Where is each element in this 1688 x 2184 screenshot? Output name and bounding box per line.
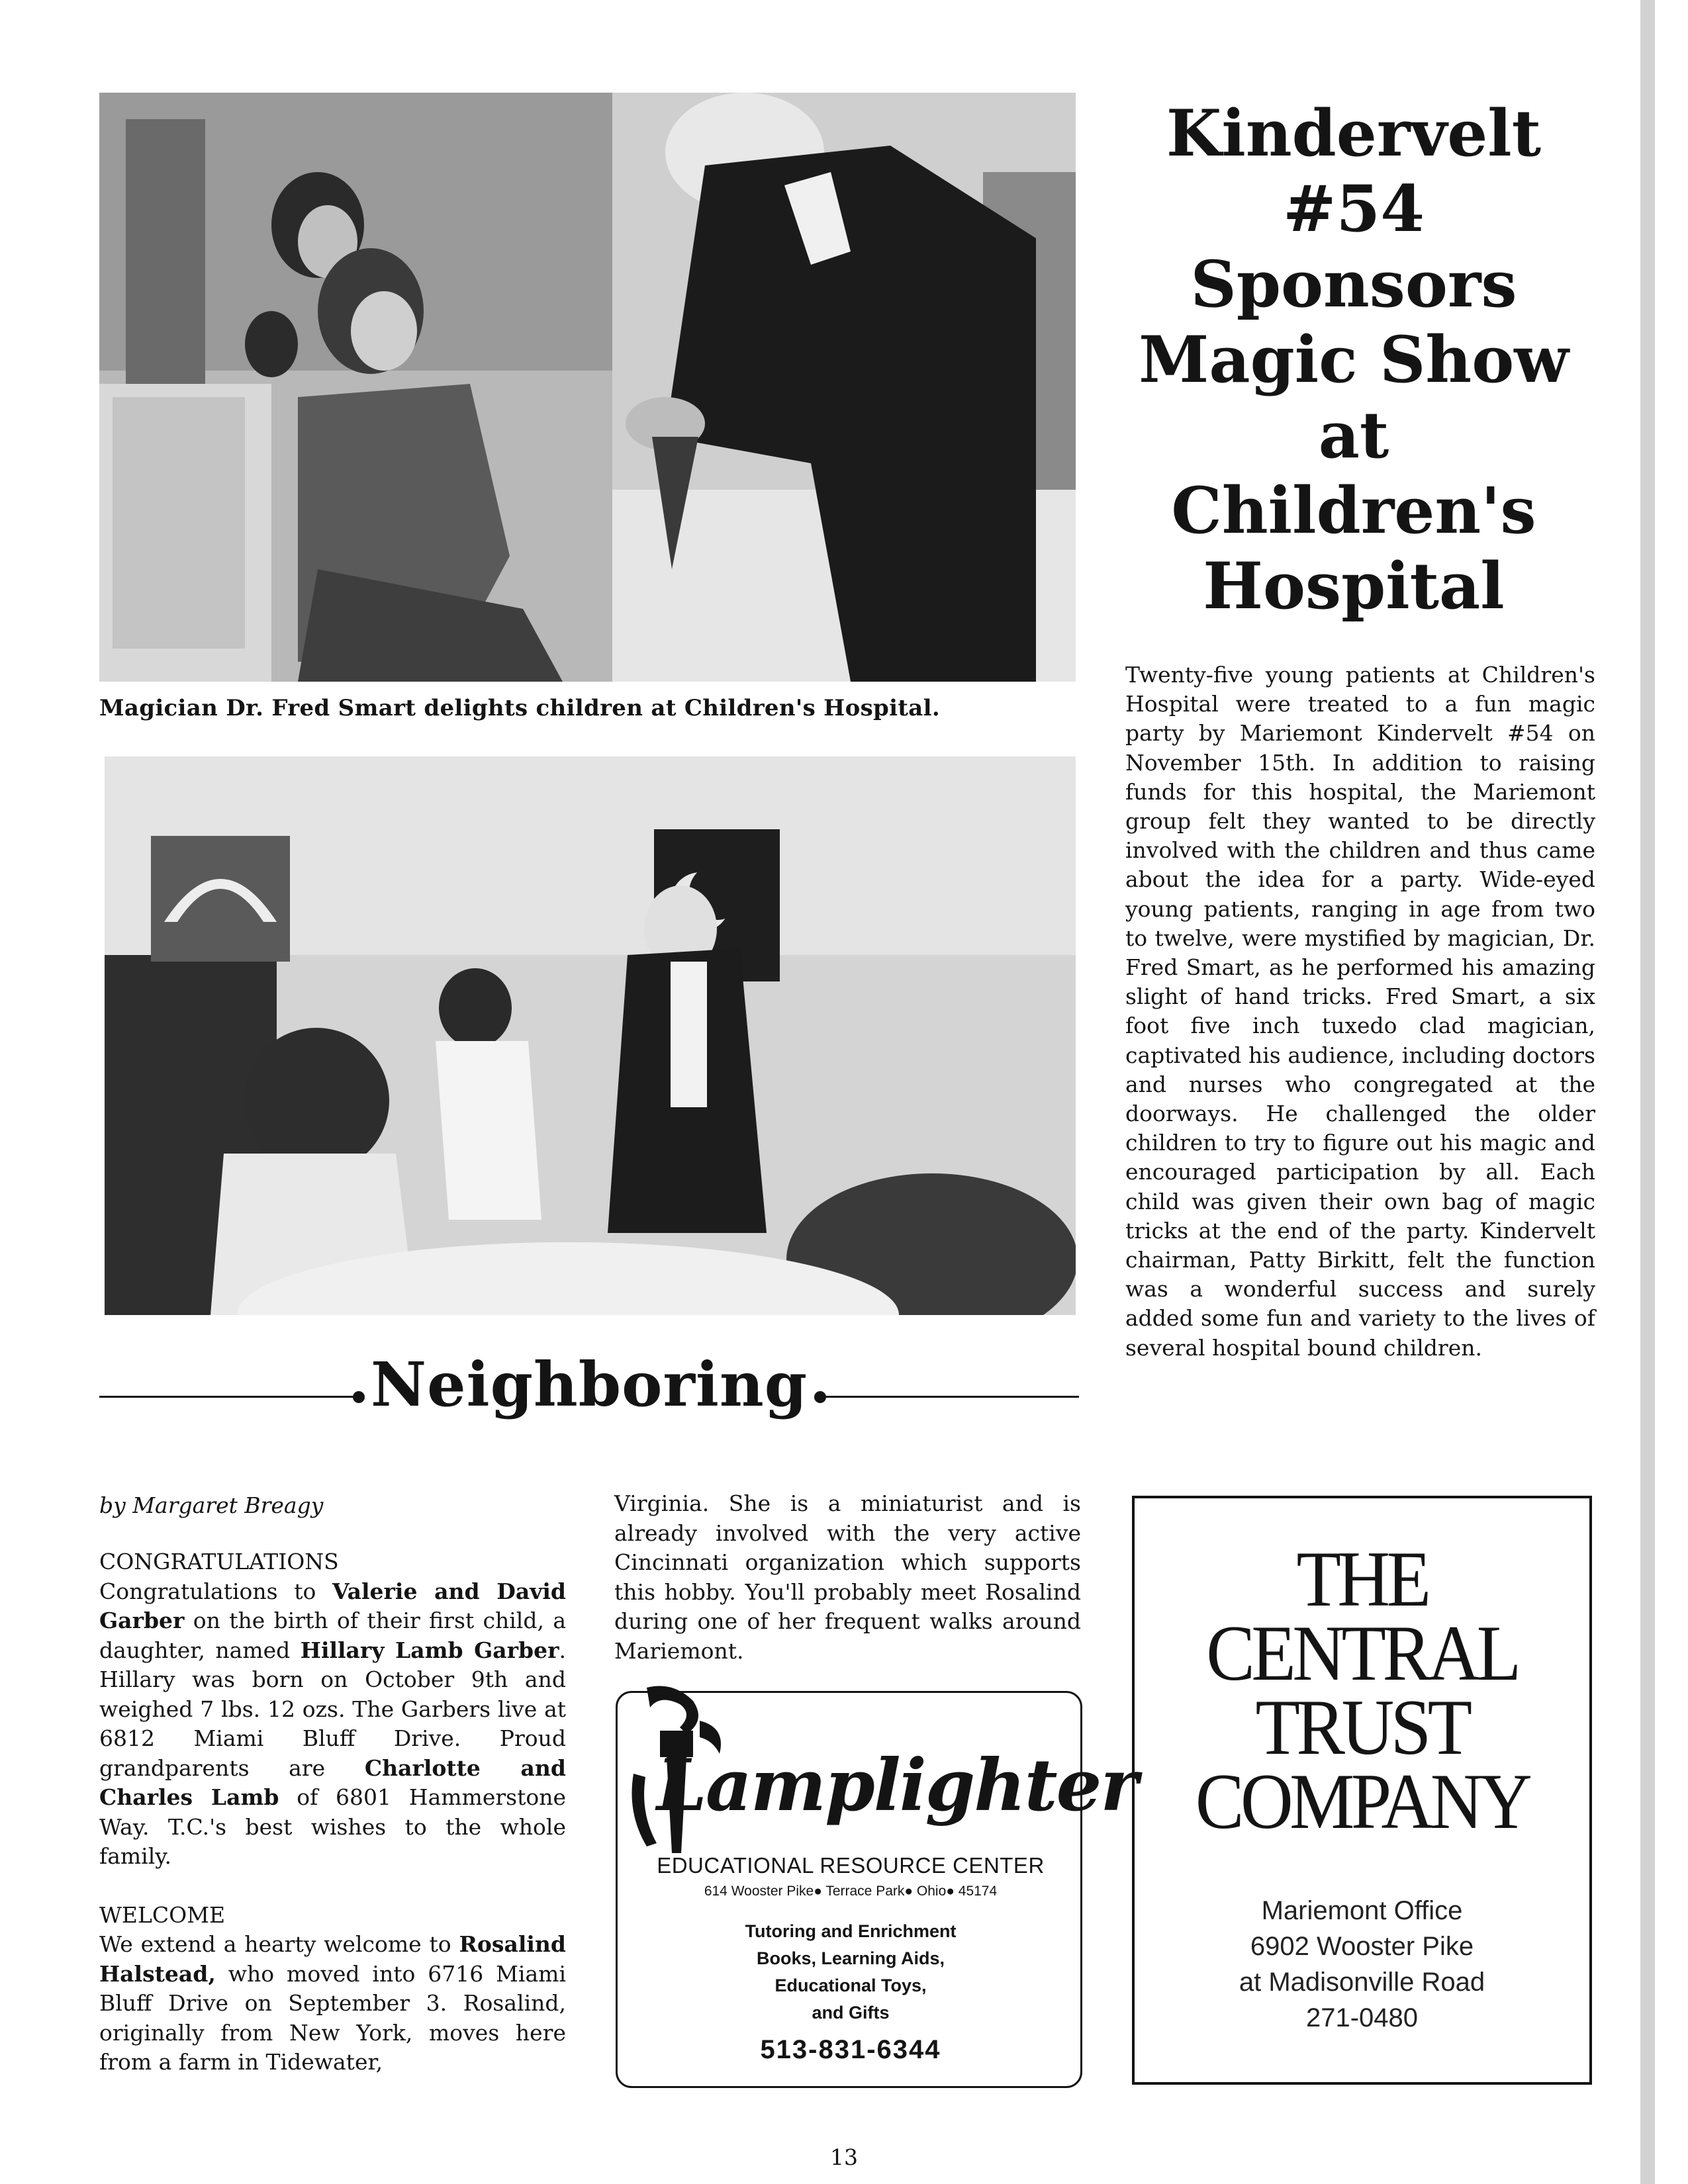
service-line: Tutoring and Enrichment [745, 1921, 957, 1941]
lamplighter-address: 614 Wooster Pike● Terrace Park● Ohio● 45174 [704, 1884, 998, 1899]
page-number: 13 [830, 2144, 858, 2170]
congrats-heading: CONGRATULATIONS [99, 1549, 339, 1574]
scan-edge [1640, 0, 1655, 2184]
lamplighter-services [622, 1918, 1079, 2026]
neighboring-column-1 [99, 1547, 566, 2077]
bold-name: Charlotte and Charles Lamb [99, 1754, 566, 1810]
service-line: Educational Toys, [774, 1976, 927, 1995]
text-run: . Hillary was born on October 9th and weighed 7 lbs. 12 ozs. The Garbers live at 6812 Miami Bluff Drive. Proud grandparents are [99, 1637, 566, 1781]
central-trust-details [1132, 1893, 1592, 2036]
lamplighter-wordmark: Lamplighter [657, 1744, 1137, 1827]
magician-room-photo [105, 756, 1076, 1315]
trust-name-line: TRUST [1255, 1683, 1469, 1771]
text-run: on the birth of their first child, a daughter, named [99, 1608, 566, 1663]
bold-name: Rosalind Halstead, [99, 1931, 566, 1987]
section-title: Neighboring [371, 1349, 808, 1420]
headline-line-4: Magic Show [1139, 322, 1569, 397]
headline-line-7: Hospital [1203, 549, 1505, 623]
section-bullet-left [353, 1391, 365, 1403]
headline-line-6: Children's [1171, 473, 1536, 548]
byline: by Margaret Breagy [99, 1492, 324, 1518]
children-photo [99, 93, 612, 682]
headline-line-5: at [1318, 398, 1389, 473]
section-rule-right [824, 1396, 1079, 1398]
bold-name: Hillary Lamb Garber [300, 1637, 559, 1663]
lamplighter-center-name: EDUCATIONAL RESOURCE CENTER [657, 1853, 1045, 1878]
welcome-paragraph [99, 1930, 566, 2077]
lamplighter-phone: 513-831-6344 [760, 2035, 941, 2064]
trust-name-line: COMPANY [1195, 1757, 1529, 1845]
service-line: Books, Learning Aids, [756, 1948, 945, 1968]
section-rule-left [99, 1396, 354, 1398]
photo-caption: Magician Dr. Fred Smart delights children at Children's Hospital. [99, 695, 940, 721]
text-run: who moved into 6716 Miami Bluff Drive on September 3. Rosalind, originally from New York, moves here from a farm in Tidewater, [99, 1960, 566, 2075]
headline-line-2: #54 [1282, 171, 1425, 246]
bold-name: Valerie and David Garber [99, 1578, 567, 1633]
trust-cross-street: at Madisonville Road [1239, 1968, 1485, 1997]
welcome-heading: WELCOME [99, 1901, 226, 1928]
lamplighter-logo [620, 1681, 1137, 1866]
article-headline [1099, 96, 1609, 624]
neighboring-column-2: Virginia. She is a miniaturist and is already involved with the very active Cincinnati organization which supports this hobby. You'll probably meet Rosalind during one of her frequent walks around Mariemont. [614, 1490, 1081, 1664]
text-run: Congratulations to [99, 1578, 333, 1604]
text-run: We extend a hearty welcome to [99, 1931, 459, 1957]
central-trust-name [1150, 1535, 1573, 1845]
text-run: of 6801 Hammerstone Way. T.C.'s best wishes to the whole family. [99, 1784, 566, 1869]
magician-bending-photo [612, 93, 1076, 682]
trust-street: 6902 Wooster Pike [1250, 1932, 1474, 1961]
trust-phone: 271-0480 [1305, 2003, 1419, 2032]
headline-line-1: Kindervelt [1166, 96, 1542, 171]
trust-name-line: CENTRAL [1206, 1609, 1518, 1697]
trust-name-line: THE [1296, 1535, 1428, 1623]
article-body: Twenty-five young patients at Children's Hospital were treated to a fun magic party by Mariemont Kindervelt #54 on November 15th. In addition to raising funds for this hospital, the Mariemont group felt they wanted to be directly involved with the children and thus came about the idea for a party. Wide-eyed young patients, ranging in age from two to twelve, were mystified by magician, Dr. Fred Smart, as he performed his amazing slight of hand tricks. Fred Smart, a six foot five inch tuxedo clad magician, captivated his audience, including doctors and nurses who congregated at the doorways. He challenged the older children to try to figure out his magic and encouraged participation by all. Each child was given their own bag of magic tricks at the end of the party. Kindervelt chairman, Patty Birkitt, felt the function was a wonderful success and surely added some fun and variety to the lives of several hospital bound children. [1125, 662, 1595, 1361]
congrats-paragraph [99, 1577, 566, 1872]
service-line: and Gifts [812, 2003, 890, 2023]
headline-line-3: Sponsors [1190, 247, 1517, 322]
trust-office: Mariemont Office [1261, 1896, 1463, 1925]
